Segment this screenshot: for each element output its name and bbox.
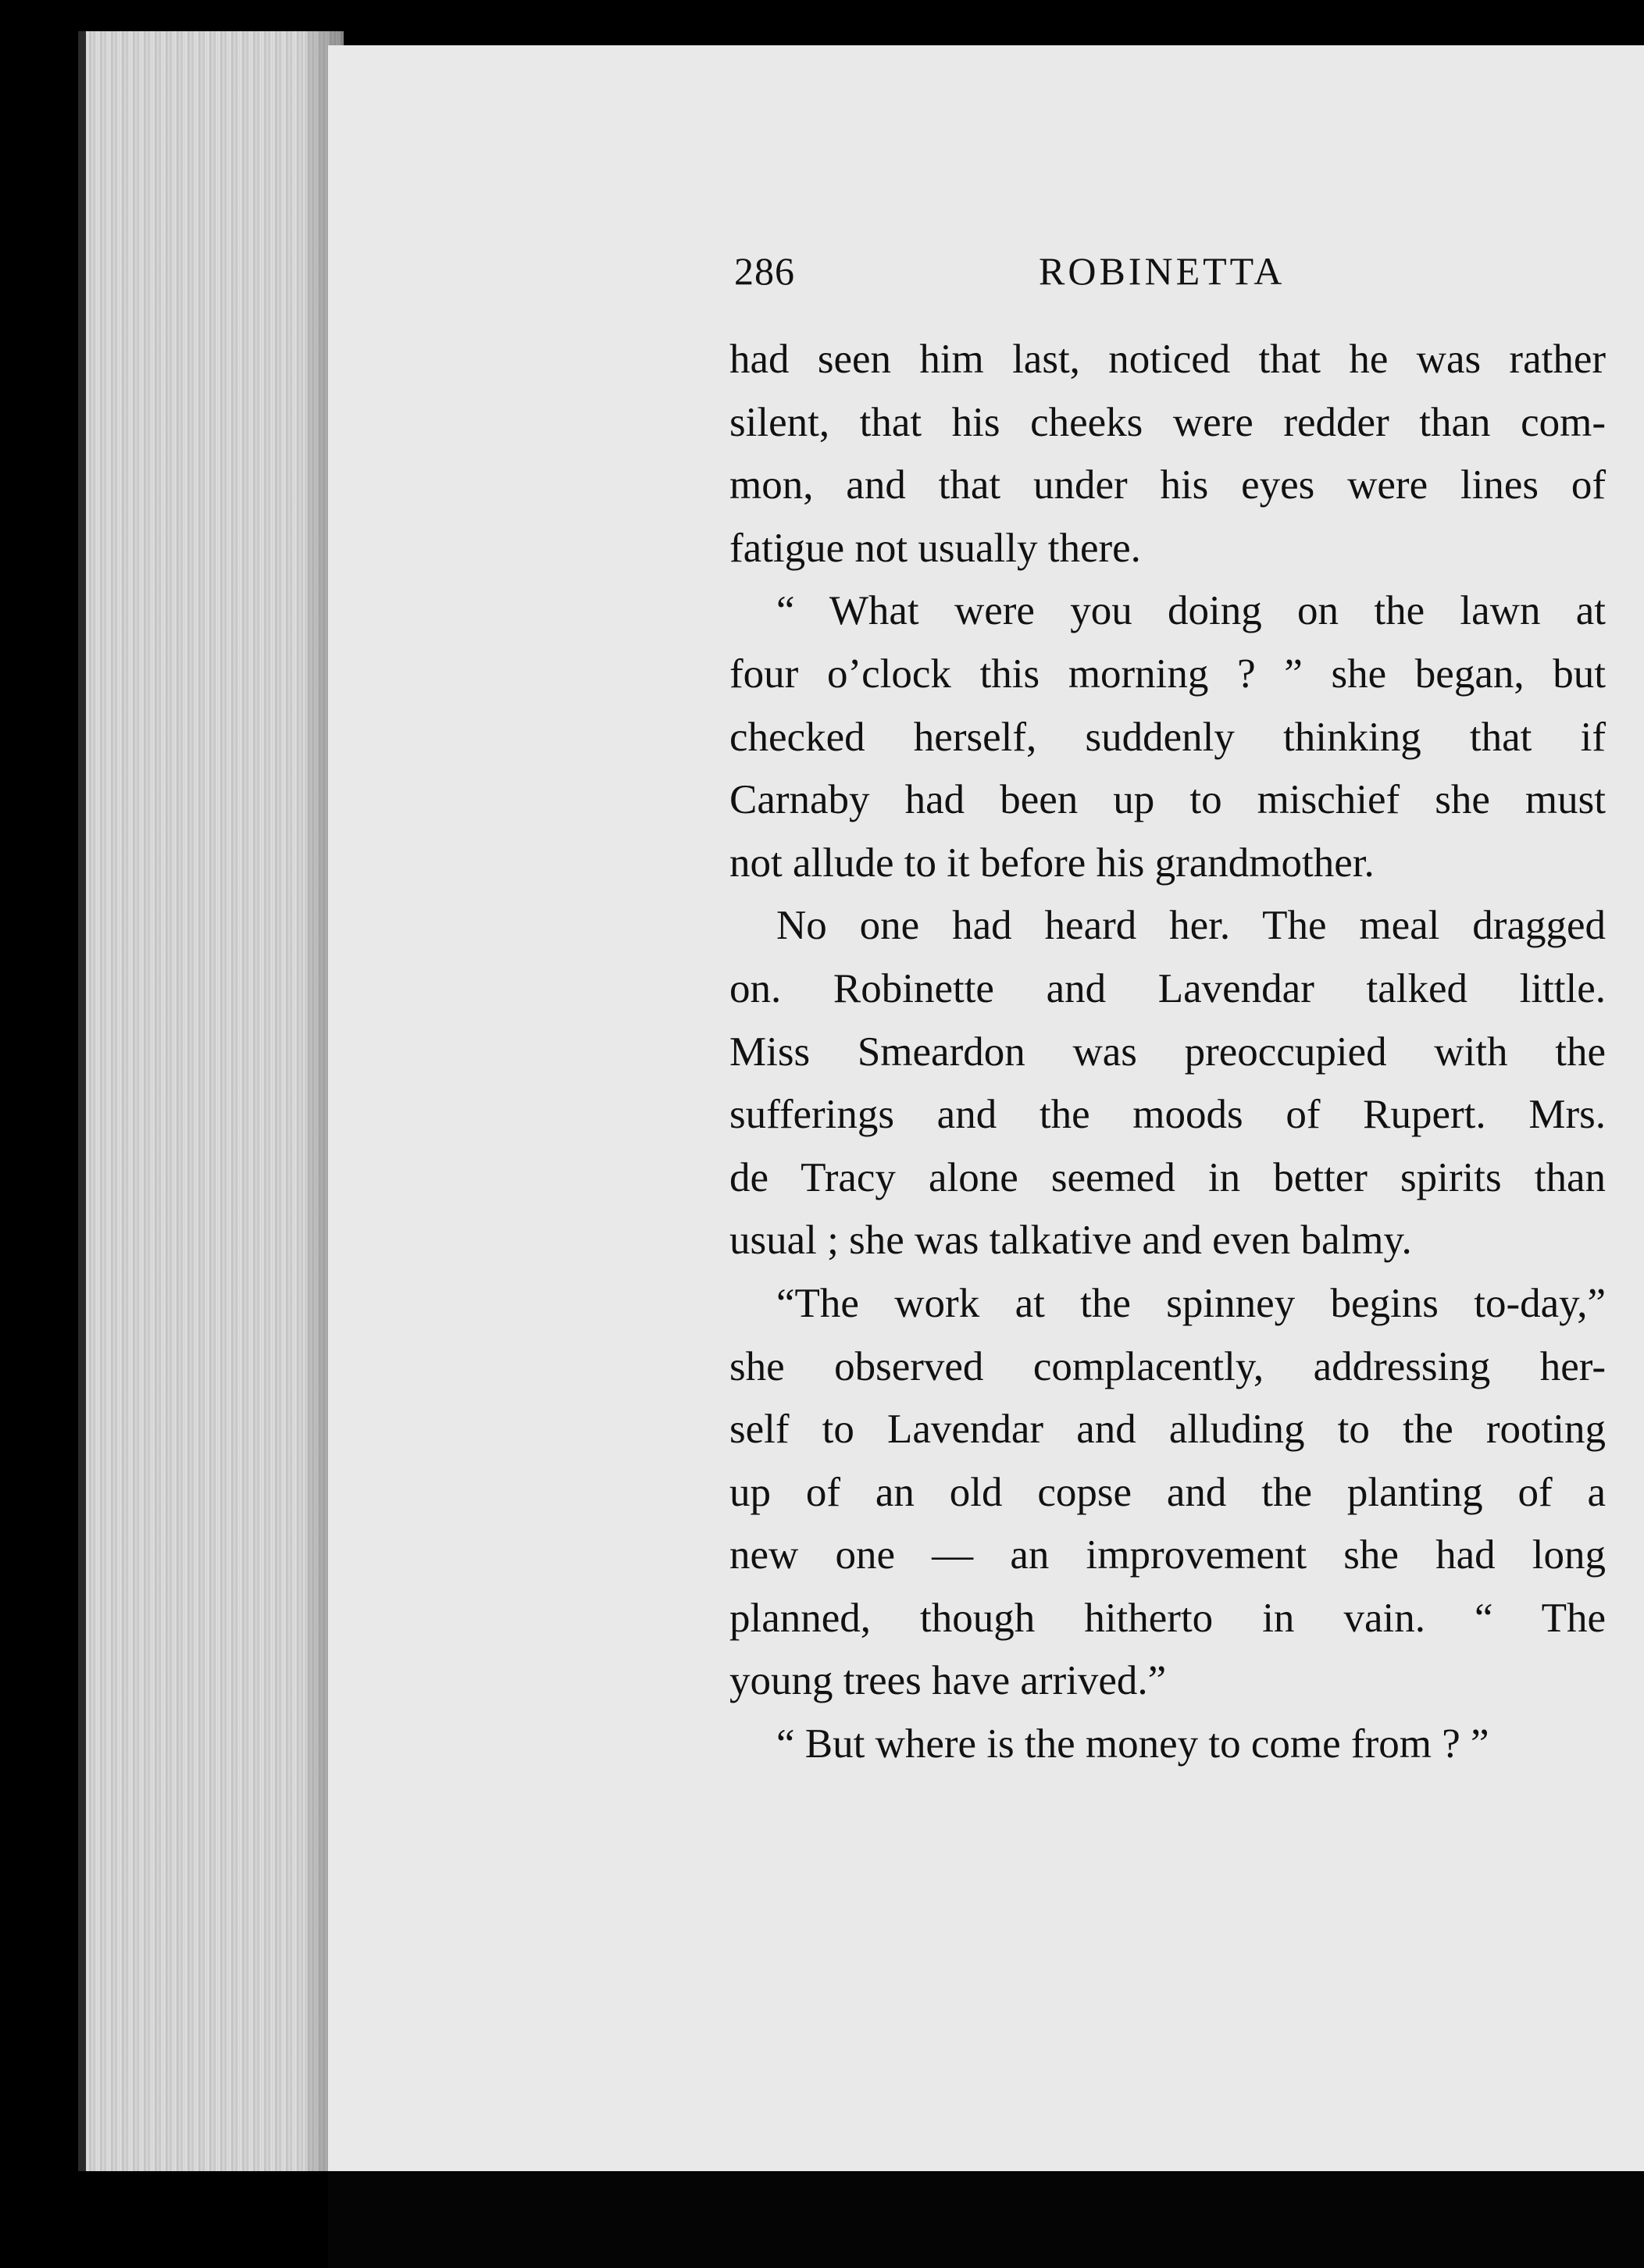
page-edges-stack bbox=[78, 31, 344, 2171]
text-line: new one — an improvement she had long bbox=[729, 1532, 1606, 1578]
bottom-shadow bbox=[328, 2171, 1644, 2268]
text-line: planned, though hitherto in vain. “ The bbox=[729, 1595, 1606, 1641]
text-line: young trees have arrived.” bbox=[729, 1658, 1167, 1704]
body-text bbox=[729, 328, 1606, 1776]
text-line: fatigue not usually there. bbox=[729, 525, 1141, 571]
text-line: sufferings and the moods of Rupert. Mrs. bbox=[729, 1092, 1606, 1138]
text-line: she observed complacently, addressing her- bbox=[729, 1343, 1606, 1389]
text-line: had seen him last, noticed that he was rather bbox=[729, 337, 1606, 382]
text-line: up of an old copse and the planting of a bbox=[729, 1469, 1606, 1515]
text-line: Miss Smeardon was preoccupied with the bbox=[729, 1029, 1606, 1075]
text-line: “The work at the spinney begins to-day,” bbox=[776, 1280, 1606, 1326]
text-line: checked herself, suddenly thinking that if bbox=[729, 714, 1606, 760]
text-line: on. Robinette and Lavendar talked little. bbox=[729, 965, 1606, 1011]
text-line: four o’clock this morning ? ” she began, but bbox=[729, 651, 1606, 697]
text-line: mon, and that under his eyes were lines of bbox=[729, 462, 1606, 508]
text-line: “ But where is the money to come from ? ” bbox=[776, 1721, 1489, 1767]
text-line: silent, that his cheeks were redder than com- bbox=[729, 399, 1606, 445]
text-line: Carnaby had been up to mischief she must bbox=[729, 777, 1606, 823]
text-line: No one had heard her. The meal dragged bbox=[776, 903, 1606, 949]
page-number: 286 bbox=[734, 249, 795, 293]
text-line: not allude to it before his grandmother. bbox=[729, 840, 1375, 886]
text-line: usual ; she was talkative and even balmy. bbox=[729, 1218, 1412, 1264]
text-line: “ What were you doing on the lawn at bbox=[776, 588, 1606, 634]
running-head bbox=[734, 248, 1609, 303]
book-title: ROBINETTA bbox=[1039, 249, 1286, 293]
text-line: self to Lavendar and alluding to the rooting bbox=[729, 1407, 1606, 1453]
text-line: de Tracy alone seemed in better spirits than bbox=[729, 1154, 1606, 1200]
